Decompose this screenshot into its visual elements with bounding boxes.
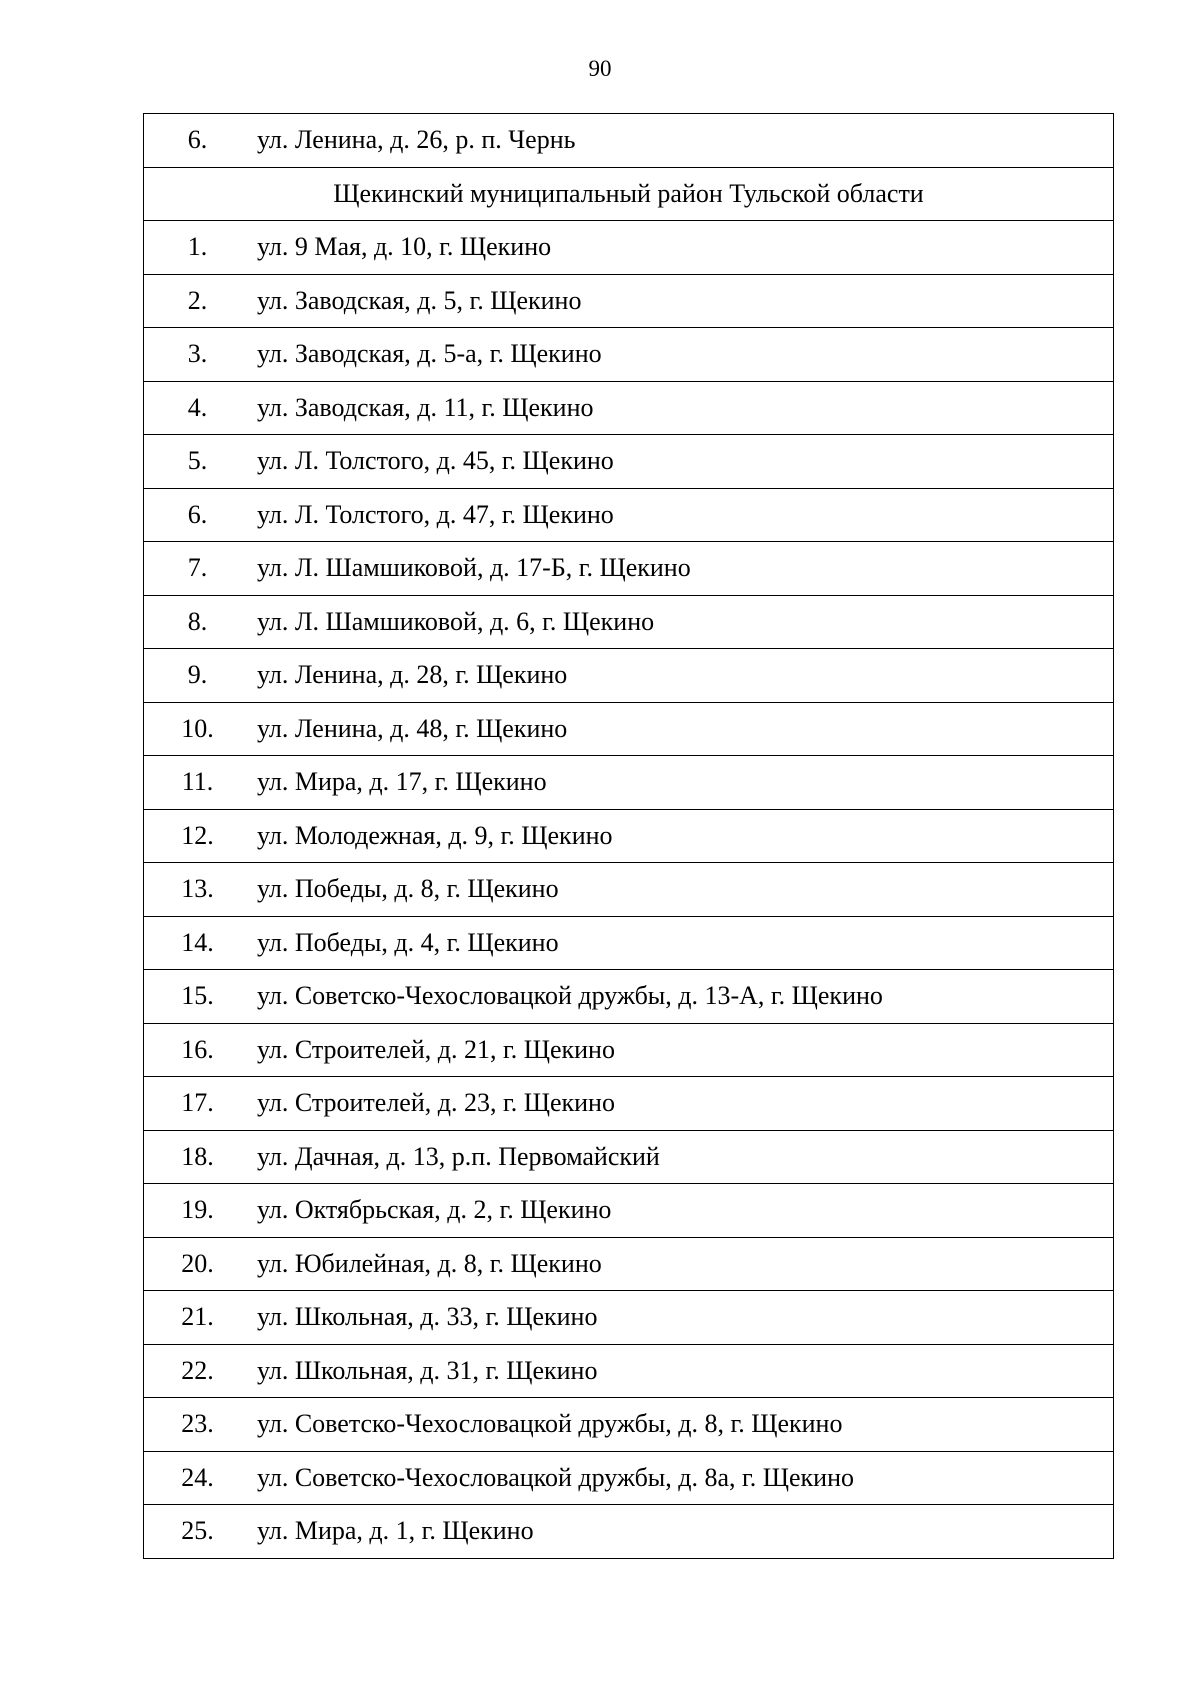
- row-address: ул. Октябрьская, д. 2, г. Щекино: [243, 1184, 1114, 1238]
- row-number: 16.: [144, 1023, 244, 1077]
- section-header-row: [144, 167, 1114, 221]
- row-number: 9.: [144, 649, 244, 703]
- table-row: [144, 488, 1114, 542]
- row-address: ул. Л. Толстого, д. 45, г. Щекино: [243, 435, 1114, 489]
- table-row: [144, 1344, 1114, 1398]
- row-address: ул. Победы, д. 8, г. Щекино: [243, 863, 1114, 917]
- row-number: 10.: [144, 702, 244, 756]
- row-address: ул. Победы, д. 4, г. Щекино: [243, 916, 1114, 970]
- row-address: ул. Дачная, д. 13, р.п. Первомайский: [243, 1130, 1114, 1184]
- row-number: 18.: [144, 1130, 244, 1184]
- row-address: ул. Заводская, д. 5, г. Щекино: [243, 274, 1114, 328]
- row-address: ул. Ленина, д. 48, г. Щекино: [243, 702, 1114, 756]
- row-number: 15.: [144, 970, 244, 1024]
- row-address: ул. Л. Шамшиковой, д. 6, г. Щекино: [243, 595, 1114, 649]
- row-number: 25.: [144, 1505, 244, 1559]
- table-row: [144, 702, 1114, 756]
- table-row: [144, 542, 1114, 596]
- table-row: [144, 756, 1114, 810]
- row-address: ул. Мира, д. 17, г. Щекино: [243, 756, 1114, 810]
- row-address: ул. Советско-Чехословацкой дружбы, д. 8а, г. Щекино: [243, 1451, 1114, 1505]
- row-address: ул. Строителей, д. 23, г. Щекино: [243, 1077, 1114, 1131]
- table-row: [144, 1023, 1114, 1077]
- row-number: 8.: [144, 595, 244, 649]
- row-number: 2.: [144, 274, 244, 328]
- row-number: 3.: [144, 328, 244, 382]
- table-row: [144, 916, 1114, 970]
- table-row: [144, 328, 1114, 382]
- row-number: 17.: [144, 1077, 244, 1131]
- row-number: 14.: [144, 916, 244, 970]
- section-title: Щекинский муниципальный район Тульской области: [144, 167, 1114, 221]
- page-number: 90: [588, 56, 612, 81]
- row-address: ул. Строителей, д. 21, г. Щекино: [243, 1023, 1114, 1077]
- row-address: ул. Л. Шамшиковой, д. 17-Б, г. Щекино: [243, 542, 1114, 596]
- row-number: 12.: [144, 809, 244, 863]
- row-address: ул. Советско-Чехословацкой дружбы, д. 13-А, г. Щекино: [243, 970, 1114, 1024]
- table-row: [144, 381, 1114, 435]
- table-row: [144, 863, 1114, 917]
- table-row: [144, 1237, 1114, 1291]
- table-row: [144, 1398, 1114, 1452]
- row-number: 24.: [144, 1451, 244, 1505]
- row-number: 20.: [144, 1237, 244, 1291]
- table-row: [144, 1505, 1114, 1559]
- address-table: [143, 113, 1114, 1559]
- row-number: 21.: [144, 1291, 244, 1345]
- table-row: [144, 1130, 1114, 1184]
- table-row: [144, 809, 1114, 863]
- row-number: 5.: [144, 435, 244, 489]
- row-number: 19.: [144, 1184, 244, 1238]
- table-row: [144, 1451, 1114, 1505]
- table-row: [144, 274, 1114, 328]
- row-number: 4.: [144, 381, 244, 435]
- row-address: ул. Заводская, д. 11, г. Щекино: [243, 381, 1114, 435]
- row-address: ул. Школьная, д. 33, г. Щекино: [243, 1291, 1114, 1345]
- table-row: [144, 114, 1114, 168]
- row-number: 22.: [144, 1344, 244, 1398]
- row-number: 23.: [144, 1398, 244, 1452]
- row-address: ул. Школьная, д. 31, г. Щекино: [243, 1344, 1114, 1398]
- table-row: [144, 649, 1114, 703]
- row-number: 13.: [144, 863, 244, 917]
- row-address: ул. Заводская, д. 5-а, г. Щекино: [243, 328, 1114, 382]
- table-row: [144, 1291, 1114, 1345]
- row-address: ул. Ленина, д. 26, р. п. Чернь: [243, 114, 1114, 168]
- row-number: 1.: [144, 221, 244, 275]
- table-row: [144, 435, 1114, 489]
- row-number: 7.: [144, 542, 244, 596]
- row-number: 11.: [144, 756, 244, 810]
- table-row: [144, 595, 1114, 649]
- row-address: ул. Ленина, д. 28, г. Щекино: [243, 649, 1114, 703]
- row-address: ул. Юбилейная, д. 8, г. Щекино: [243, 1237, 1114, 1291]
- table-row: [144, 1077, 1114, 1131]
- table-row: [144, 970, 1114, 1024]
- row-address: ул. Советско-Чехословацкой дружбы, д. 8, г. Щекино: [243, 1398, 1114, 1452]
- table-row: [144, 1184, 1114, 1238]
- table-row: [144, 221, 1114, 275]
- row-address: ул. Молодежная, д. 9, г. Щекино: [243, 809, 1114, 863]
- row-address: ул. 9 Мая, д. 10, г. Щекино: [243, 221, 1114, 275]
- row-number: 6.: [144, 114, 244, 168]
- row-address: ул. Мира, д. 1, г. Щекино: [243, 1505, 1114, 1559]
- row-number: 6.: [144, 488, 244, 542]
- address-table-body: [144, 114, 1114, 1559]
- row-address: ул. Л. Толстого, д. 47, г. Щекино: [243, 488, 1114, 542]
